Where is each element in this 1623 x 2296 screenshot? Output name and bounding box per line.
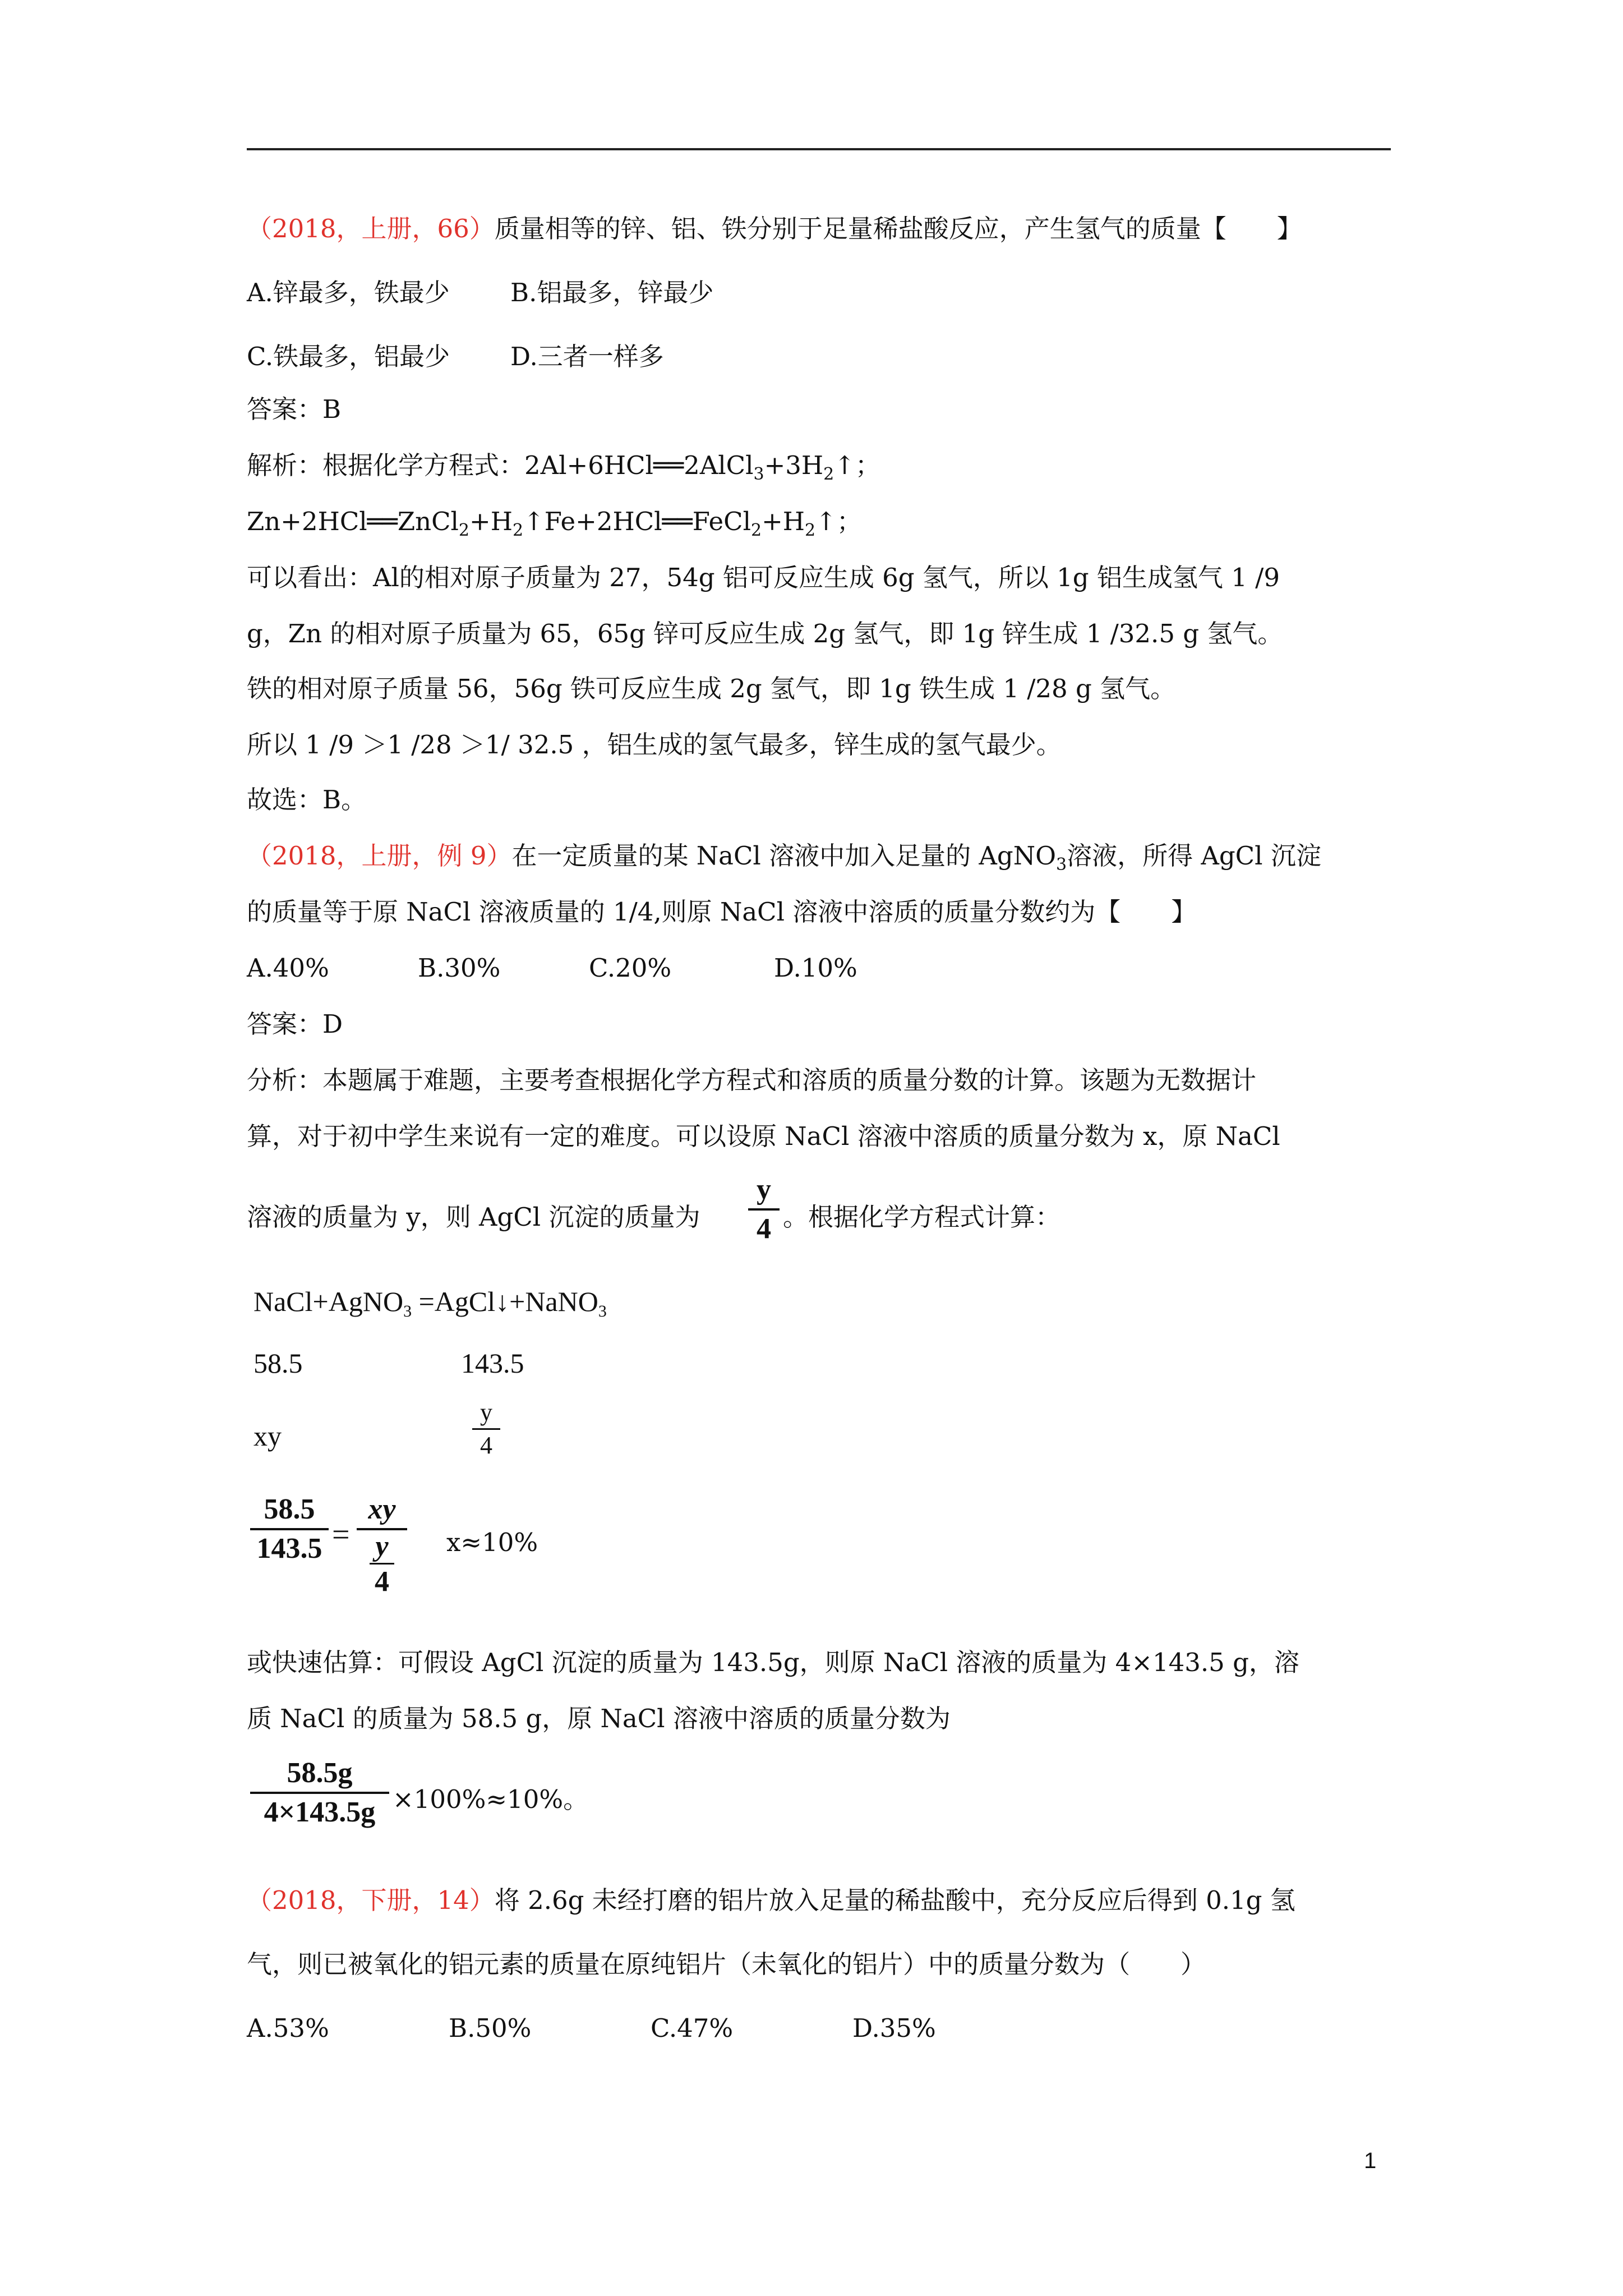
q3-options — [247, 2012, 936, 2045]
q1-analysis-equation-1: 解析：根据化学方程式：$2Al+6HCl══2AlCl_3+3H_2↑$； — [247, 450, 880, 484]
q1-analysis-line-4: 所以 1 /9 ＞1 /28 ＞1/ 32.5 ，铝生成的氢气最多，锌生成的氢气最少。 — [247, 730, 1062, 760]
q1-analysis-line-2: g，Zn 的相对原子质量为 65，65g 锌可反应生成 2g 氢气，即 1g 锌生成 1 /32.5 g 氢气。 — [247, 619, 1283, 648]
result-x: x≈10% — [446, 1527, 538, 1557]
quick-estimate-line-1: 或快速估算：可假设 AgCl 沉淀的质量为 143.5g，则原 NaCl 溶液的质量为 4×143.5 g，溶 — [247, 1648, 1299, 1677]
q3-stem-line-2: 气，则已被氧化的铝元素的质量在原纯铝片（未氧化的铝片）中的质量分数为（ ） — [247, 1949, 1206, 1979]
reaction-equation: NaCl+AgNO$_3$ =AgCl↓+NaNO$_3$ — [253, 1286, 607, 1320]
q1-analysis-line-1: 可以看出：Al的相对原子质量为 27，54g 铝可反应生成 6g 氢气，所以 1g 铝生成氢气 1 /9 — [247, 563, 1280, 592]
q3-stem-line-1: （2018，下册，14）将 2.6g 未经打磨的铝片放入足量的稀盐酸中，充分反应后得到 0.1g 氢 — [247, 1885, 1295, 1915]
q2-stem-line-1: （2018，上册，例 9）在一定质量的某 NaCl 溶液中加入足量的 AgNO$_3$溶液，所得 AgCl 沉淀 — [247, 841, 1321, 875]
q3-source: （2018，下册，14） — [247, 1885, 495, 1915]
nacl-unknown-mass: xy — [253, 1420, 282, 1452]
q1-answer: 答案：B — [247, 394, 342, 424]
q2-source: （2018，上册，例 9） — [247, 841, 512, 871]
rhs-compound-fraction: xy y 4 — [357, 1492, 407, 1598]
ratio-fraction: 58.5 143.5 — [250, 1492, 329, 1566]
q2-analysis-line-1: 分析：本题属于难题，主要考查根据化学方程式和溶质的质量分数的计算。该题为无数据计 — [247, 1065, 1257, 1095]
q2-analysis-line-2: 算，对于初中学生来说有一定的难度。可以设原 NaCl 溶液中溶质的质量分数为 x，原 NaCl — [247, 1121, 1280, 1151]
final-fraction: 58.5g 4×143.5g — [250, 1756, 389, 1830]
q1-source: （2018，上册，66） — [247, 214, 495, 243]
q2-options — [247, 951, 857, 985]
q1-analysis-equation-2: $Zn+2HCl══ZnCl_2+H_2↑Fe+2HCl══FeCl_2+H_2↑$； — [247, 507, 862, 540]
agcl-unknown-mass-fraction: y 4 — [472, 1398, 500, 1460]
q1-option-c: C.铁最多，铝最少 — [247, 342, 450, 371]
header-rule — [247, 148, 1391, 150]
page-number: 1 — [1364, 2148, 1377, 2173]
q3-option-a: A.53% — [247, 2013, 329, 2043]
q1-conclusion: 故选：B。 — [247, 785, 367, 815]
q1-option-b: B.铝最多，锌最少 — [510, 278, 714, 307]
q1-stem-line — [247, 212, 1302, 246]
equals-sign: = — [332, 1517, 350, 1552]
q2-option-d: D.10% — [774, 953, 857, 983]
q1-options-row-1 — [247, 276, 713, 310]
q1-stem: 质量相等的锌、铝、铁分别于足量稀盐酸反应，产生氢气的质量【 】 — [494, 214, 1302, 243]
nacl-molar-mass: 58.5 — [253, 1347, 303, 1379]
q2-option-b: B.30% — [418, 953, 501, 983]
q3-option-b: B.50% — [449, 2013, 532, 2043]
q2-answer: 答案：D — [247, 1009, 343, 1039]
q2-option-a: A.40% — [247, 953, 329, 983]
y-over-4-fraction: y 4 — [748, 1172, 780, 1246]
q2-analysis-line-3-tail: 。根据化学方程式计算： — [783, 1202, 1061, 1232]
q3-option-c: C.47% — [651, 2013, 734, 2043]
final-fraction-tail: ×100%≈10%。 — [393, 1784, 589, 1814]
q1-analysis-line-3: 铁的相对原子质量 56，56g 铁可反应生成 2g 氢气，即 1g 铁生成 1 /28 g 氢气。 — [247, 674, 1176, 703]
quick-estimate-line-2: 质 NaCl 的质量为 58.5 g，原 NaCl 溶液中溶质的质量分数为 — [247, 1704, 951, 1733]
q1-option-d: D.三者一样多 — [510, 342, 664, 371]
q3-option-d: D.35% — [852, 2013, 936, 2043]
q1-option-a: A.锌最多，铁最少 — [247, 278, 450, 307]
agcl-molar-mass: 143.5 — [461, 1347, 524, 1379]
q2-analysis-line-3: 溶液的质量为 y，则 AgCl 沉淀的质量为 — [247, 1202, 700, 1232]
q2-stem-line-2: 的质量等于原 NaCl 溶液质量的 1/4,则原 NaCl 溶液中溶质的质量分数约为【 】 — [247, 897, 1197, 927]
q1-options-row-2 — [247, 340, 664, 374]
q2-option-c: C.20% — [589, 953, 672, 983]
